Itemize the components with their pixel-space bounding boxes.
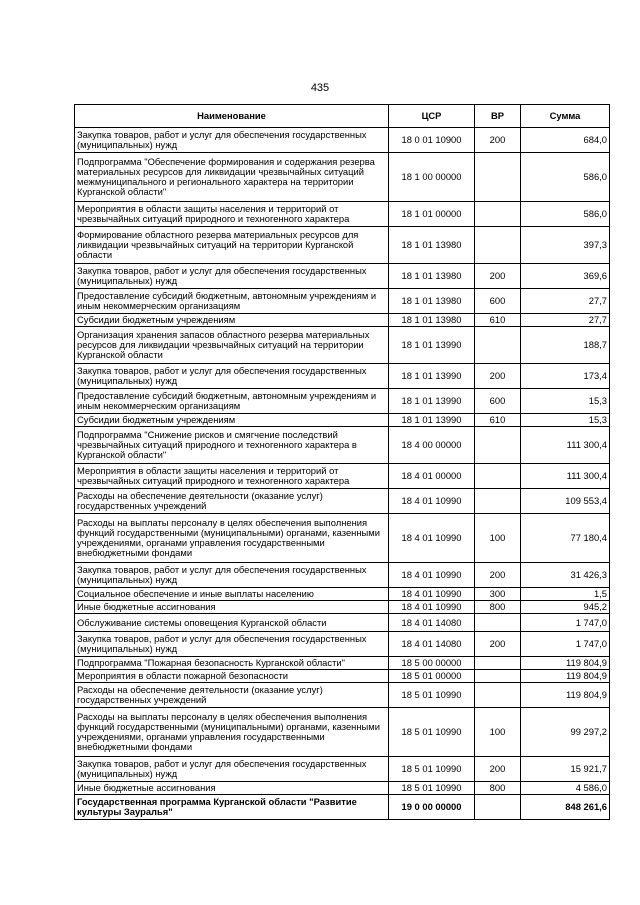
row-csr: 18 1 01 13980	[389, 227, 475, 264]
row-csr: 18 1 01 13990	[389, 414, 475, 427]
row-sum: 111 300,4	[521, 464, 610, 489]
row-name: Закупка товаров, работ и услуг для обеспечения государственных (муниципальных) нужд	[75, 128, 389, 153]
row-name: Иные бюджетные ассигнования	[75, 601, 389, 614]
table-row	[75, 514, 610, 563]
row-vr	[475, 489, 521, 514]
row-vr	[475, 202, 521, 227]
row-vr: 200	[475, 563, 521, 588]
row-name: Закупка товаров, работ и услуг для обеспечения государственных (муниципальных) нужд	[75, 632, 389, 657]
row-vr: 200	[475, 757, 521, 782]
row-csr: 18 0 01 10900	[389, 128, 475, 153]
row-csr: 18 4 01 10990	[389, 563, 475, 588]
row-csr: 18 1 01 13980	[389, 264, 475, 289]
row-sum: 369,6	[521, 264, 610, 289]
table-header-row	[75, 105, 610, 128]
row-name: Закупка товаров, работ и услуг для обеспечения государственных (муниципальных) нужд	[75, 757, 389, 782]
row-vr: 610	[475, 414, 521, 427]
row-vr: 200	[475, 632, 521, 657]
row-sum: 99 297,2	[521, 708, 610, 757]
row-sum: 77 180,4	[521, 514, 610, 563]
row-sum: 111 300,4	[521, 427, 610, 464]
row-csr: 18 1 01 13990	[389, 389, 475, 414]
row-vr: 100	[475, 708, 521, 757]
row-sum: 15 921,7	[521, 757, 610, 782]
row-sum: 945,2	[521, 601, 610, 614]
row-vr	[475, 427, 521, 464]
row-csr: 18 4 01 10990	[389, 588, 475, 601]
row-name: Расходы на выплаты персоналу в целях обеспечения выполнения функций государственными (муниципальными) органами, казенными учреждениями, органами управления государственными внебюджетными фондами	[75, 514, 389, 563]
row-name: Расходы на обеспечение деятельности (оказание услуг) государственных учреждений	[75, 683, 389, 708]
row-sum: 31 426,3	[521, 563, 610, 588]
row-name: Субсидии бюджетным учреждениям	[75, 314, 389, 327]
table-row	[75, 327, 610, 364]
row-name: Подпрограмма "Снижение рисков и смягчение последствий чрезвычайных ситуаций природного и техногенного характера в Курганской области"	[75, 427, 389, 464]
row-vr: 610	[475, 314, 521, 327]
row-sum: 119 804,9	[521, 670, 610, 683]
row-csr: 18 1 01 00000	[389, 202, 475, 227]
table-row	[75, 289, 610, 314]
table-row	[75, 202, 610, 227]
row-csr: 18 1 01 13990	[389, 327, 475, 364]
row-sum: 27,7	[521, 289, 610, 314]
row-csr: 18 5 01 00000	[389, 670, 475, 683]
row-name: Обслуживание системы оповещения Курганской области	[75, 614, 389, 632]
row-csr: 18 5 01 10990	[389, 683, 475, 708]
row-sum: 109 553,4	[521, 489, 610, 514]
table-row	[75, 632, 610, 657]
row-sum: 15,3	[521, 389, 610, 414]
row-vr	[475, 153, 521, 202]
row-sum: 1,5	[521, 588, 610, 601]
row-csr: 18 5 01 10990	[389, 782, 475, 795]
row-sum: 397,3	[521, 227, 610, 264]
row-csr: 18 4 01 14080	[389, 632, 475, 657]
row-sum: 1 747,0	[521, 614, 610, 632]
table-row	[75, 489, 610, 514]
row-vr	[475, 657, 521, 670]
row-name: Подпрограмма "Обеспечение формирования и содержания резерва материальных ресурсов для ликвидации чрезвычайных ситуаций межмуниципального и регионального характера на территории Курганской области"	[75, 153, 389, 202]
row-vr: 800	[475, 601, 521, 614]
row-vr: 600	[475, 389, 521, 414]
row-sum: 173,4	[521, 364, 610, 389]
row-csr: 18 4 01 10990	[389, 489, 475, 514]
row-name: Мероприятия в области защиты населения и территорий от чрезвычайных ситуаций природного и техногенного характера	[75, 202, 389, 227]
row-vr: 100	[475, 514, 521, 563]
row-sum: 1 747,0	[521, 632, 610, 657]
row-sum: 4 586,0	[521, 782, 610, 795]
row-vr	[475, 464, 521, 489]
row-csr: 18 4 01 14080	[389, 614, 475, 632]
row-name: Иные бюджетные ассигнования	[75, 782, 389, 795]
page-number: 435	[310, 82, 330, 94]
row-csr: 18 5 00 00000	[389, 657, 475, 670]
row-csr: 18 1 01 13980	[389, 314, 475, 327]
row-name: Расходы на выплаты персоналу в целях обеспечения выполнения функций государственными (муниципальными) органами, казенными учреждениями, органами управления государственными внебюджетными фондами	[75, 708, 389, 757]
row-csr: 18 4 00 00000	[389, 427, 475, 464]
row-vr: 300	[475, 588, 521, 601]
row-csr: 19 0 00 00000	[389, 795, 475, 820]
row-csr: 18 5 01 10990	[389, 757, 475, 782]
row-name: Закупка товаров, работ и услуг для обеспечения государственных (муниципальных) нужд	[75, 264, 389, 289]
table-row	[75, 128, 610, 153]
header-csr: ЦСР	[389, 105, 475, 128]
table-row	[75, 414, 610, 427]
row-vr: 200	[475, 364, 521, 389]
table-row	[75, 563, 610, 588]
table-row	[75, 364, 610, 389]
table-row	[75, 795, 610, 820]
row-csr: 18 1 01 13980	[389, 289, 475, 314]
row-name: Социальное обеспечение и иные выплаты населению	[75, 588, 389, 601]
row-sum: 188,7	[521, 327, 610, 364]
table-row	[75, 782, 610, 795]
header-sum: Сумма	[521, 105, 610, 128]
row-name: Закупка товаров, работ и услуг для обеспечения государственных (муниципальных) нужд	[75, 364, 389, 389]
row-sum: 15,3	[521, 414, 610, 427]
table-row	[75, 588, 610, 601]
table-row	[75, 427, 610, 464]
row-name: Закупка товаров, работ и услуг для обеспечения государственных (муниципальных) нужд	[75, 563, 389, 588]
row-name: Мероприятия в области пожарной безопасности	[75, 670, 389, 683]
row-vr	[475, 670, 521, 683]
table-row	[75, 389, 610, 414]
row-vr	[475, 227, 521, 264]
budget-table	[74, 104, 610, 820]
table-row	[75, 153, 610, 202]
row-name: Формирование областного резерва материальных ресурсов для ликвидации чрезвычайных ситуаций на территории Курганской области	[75, 227, 389, 264]
row-csr: 18 4 01 10990	[389, 514, 475, 563]
table-row	[75, 670, 610, 683]
row-vr: 200	[475, 264, 521, 289]
table-row	[75, 657, 610, 670]
table-row	[75, 708, 610, 757]
row-name: Мероприятия в области защиты населения и территорий от чрезвычайных ситуаций природного и техногенного характера	[75, 464, 389, 489]
row-vr: 200	[475, 128, 521, 153]
row-csr: 18 4 01 10990	[389, 601, 475, 614]
row-csr: 18 1 01 13990	[389, 364, 475, 389]
row-name: Государственная программа Курганской области "Развитие культуры Зауралья"	[75, 795, 389, 820]
row-vr	[475, 795, 521, 820]
row-sum: 586,0	[521, 153, 610, 202]
row-vr	[475, 614, 521, 632]
table-row	[75, 314, 610, 327]
table-row	[75, 683, 610, 708]
row-sum: 119 804,9	[521, 657, 610, 670]
row-name: Подпрограмма "Пожарная безопасность Курганской области"	[75, 657, 389, 670]
table-row	[75, 614, 610, 632]
header-vr: ВР	[475, 105, 521, 128]
row-name: Расходы на обеспечение деятельности (оказание услуг) государственных учреждений	[75, 489, 389, 514]
row-vr	[475, 327, 521, 364]
row-sum: 27,7	[521, 314, 610, 327]
row-name: Предоставление субсидий бюджетным, автономным учреждениям и иным некоммерческим организациям	[75, 289, 389, 314]
header-name: Наименование	[75, 105, 389, 128]
row-csr: 18 4 01 00000	[389, 464, 475, 489]
row-name: Субсидии бюджетным учреждениям	[75, 414, 389, 427]
row-sum: 586,0	[521, 202, 610, 227]
row-vr	[475, 683, 521, 708]
row-vr: 600	[475, 289, 521, 314]
row-sum: 119 804,9	[521, 683, 610, 708]
row-name: Предоставление субсидий бюджетным, автономным учреждениям и иным некоммерческим организациям	[75, 389, 389, 414]
table-row	[75, 601, 610, 614]
row-name: Организация хранения запасов областного резерва материальных ресурсов для ликвидации чрезвычайных ситуаций на территории Курганской области	[75, 327, 389, 364]
row-csr: 18 5 01 10990	[389, 708, 475, 757]
table-row	[75, 757, 610, 782]
row-sum: 848 261,6	[521, 795, 610, 820]
row-sum: 684,0	[521, 128, 610, 153]
row-vr: 800	[475, 782, 521, 795]
table-row	[75, 464, 610, 489]
table-row	[75, 264, 610, 289]
table-row	[75, 227, 610, 264]
row-csr: 18 1 00 00000	[389, 153, 475, 202]
